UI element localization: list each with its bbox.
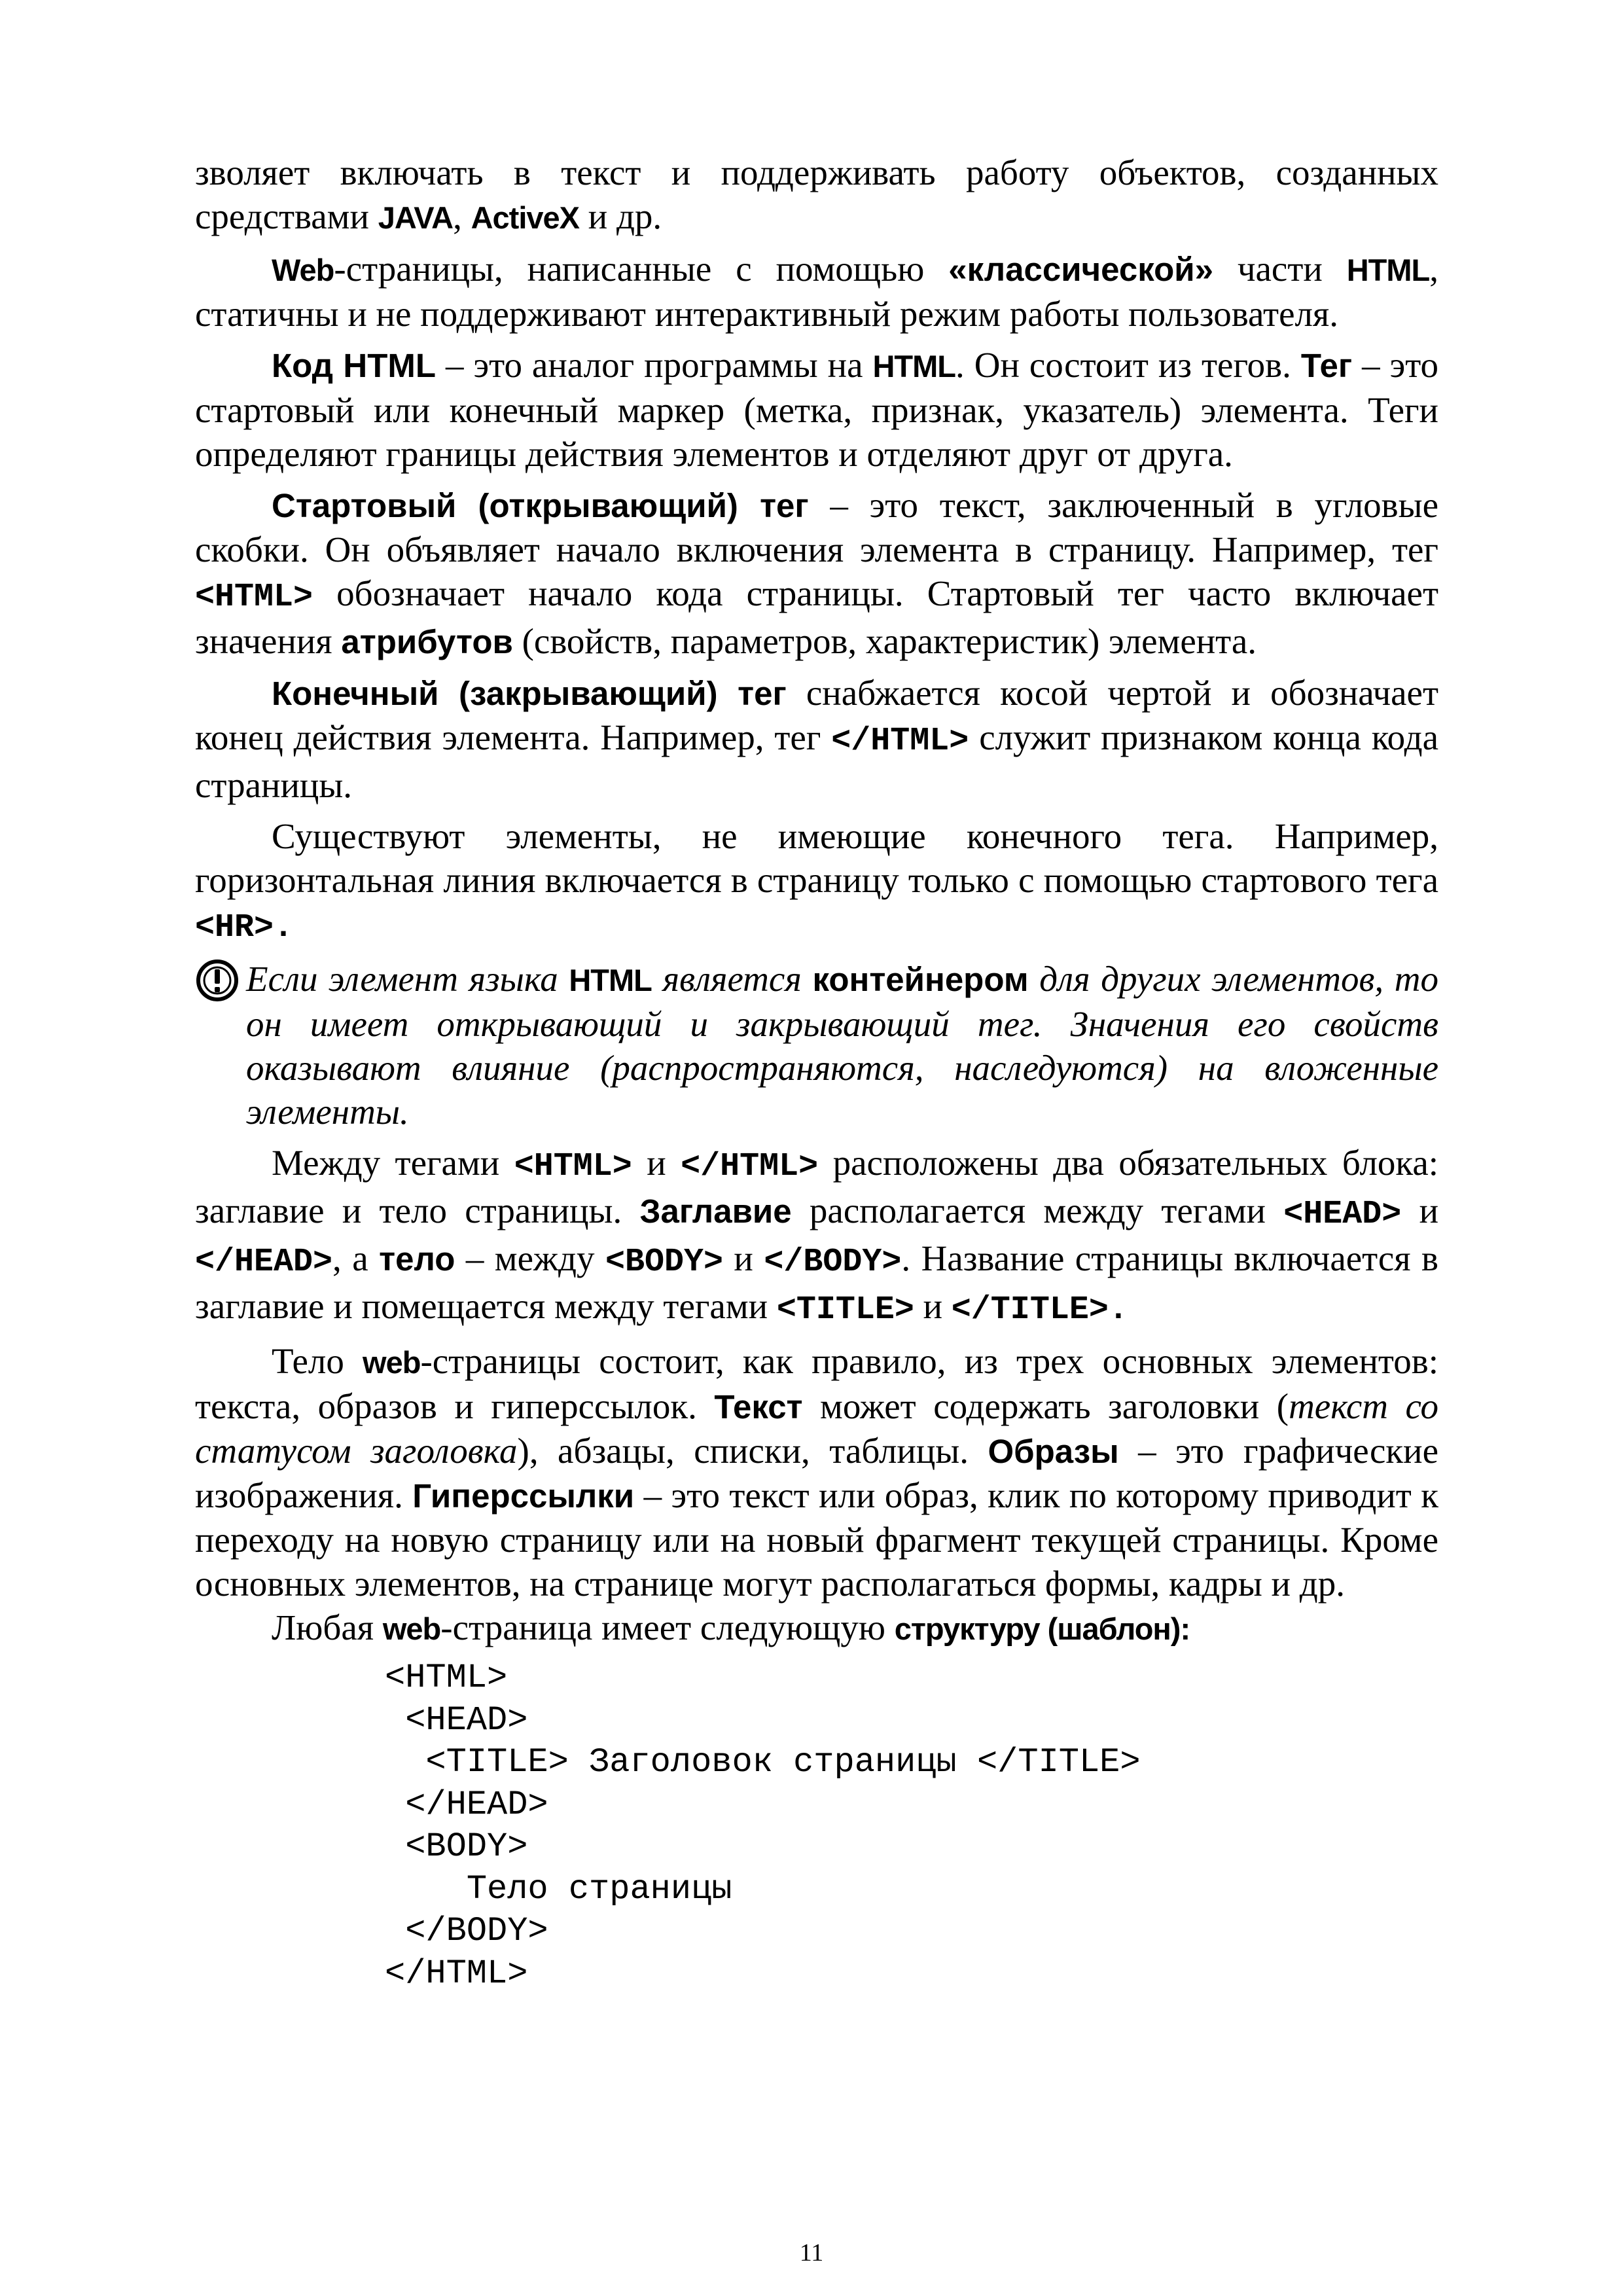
- paragraph-end-tag: Конечный (закрывающий) тег снабжается косой чертой и обозначает конец действия элемента. Например, тег </HTML> служит признаком конца кода страницы.: [195, 673, 1438, 805]
- paragraph-start-tag: Стартовый (открывающий) тег – это текст, заключенный в угловые скобки. Он объявляет начало включения элемента в страницу. Например, тег <HTML> обозначает начало кода страницы. Стартовый тег часто включает значения атрибутов (свойств, параметров, характеристик) элемента.: [195, 485, 1438, 661]
- paragraph-structure: Любая web-страница имеет следующую структуру (шаблон):: [272, 1607, 1190, 1647]
- note-text: Если элемент языка HTML является контейнером для других элементов, то он имеет открывающий и закрывающий тег. Значения его свойств оказывают влияние (распространяются, наследуются) на вложенные элементы.: [246, 959, 1438, 1132]
- paragraph-no-end-tag: Существуют элементы, не имеющие конечного тега. Например, горизонтальная линия включается в страницу только с помощью стартового тега <HR>.: [195, 816, 1438, 946]
- note-block: [195, 957, 1438, 1134]
- paragraph-continuation: зволяет включать в текст и поддерживать работу объектов, созданных средствами JAVA, ActiveX и др.: [195, 152, 1438, 236]
- text-column: [195, 151, 1438, 1995]
- paragraph-html-code: Код HTML – это аналог программы на HTML. Он состоит из тегов. Тег – это стартовый или конечный маркер (метка, признак, указатель) элемента. Теги определяют границы действия элементов и отделяют друг от друга.: [195, 345, 1439, 474]
- paragraph-page-elements: Тело web-страницы состоит, как правило, из трех основных элементов: текста, образов и гиперссылок. Текст может содержать заголовки (текст со статусом заголовка), абзацы, списки, таблицы. Образы – это графические изображения. Гиперссылки – это текст или образ, клик по которому приводит к переходу на новую страницу или на новый фрагмент текущей страницы. Кроме основных элементов, на странице могут располагаться формы, кадры и др.: [195, 1341, 1439, 1604]
- paragraph-head-body: Между тегами <HTML> и </HTML> расположены два обязательных блока: заглавие и тело страницы. Заглавие располагается между тегами <HEAD> и </HEAD>, а тело – между <BODY> и </BODY>. Название страницы включается в заглавие и помещается между тегами <TITLE> и </TITLE>.: [195, 1143, 1439, 1329]
- exclamation-circle-icon: [194, 958, 245, 1005]
- paragraph-static-pages: Web-страницы, написанные с помощью «классической» части HTML, статичны и не поддерживают интерактивный режим работы пользователя.: [195, 249, 1438, 334]
- page-number: 11: [799, 2239, 824, 2267]
- html-template-code: <HTML> <HEAD> <TITLE> Заголовок страницы </TITLE> </HEAD> <BODY> Тело страницы </BODY> </HTML>: [385, 1659, 1141, 1993]
